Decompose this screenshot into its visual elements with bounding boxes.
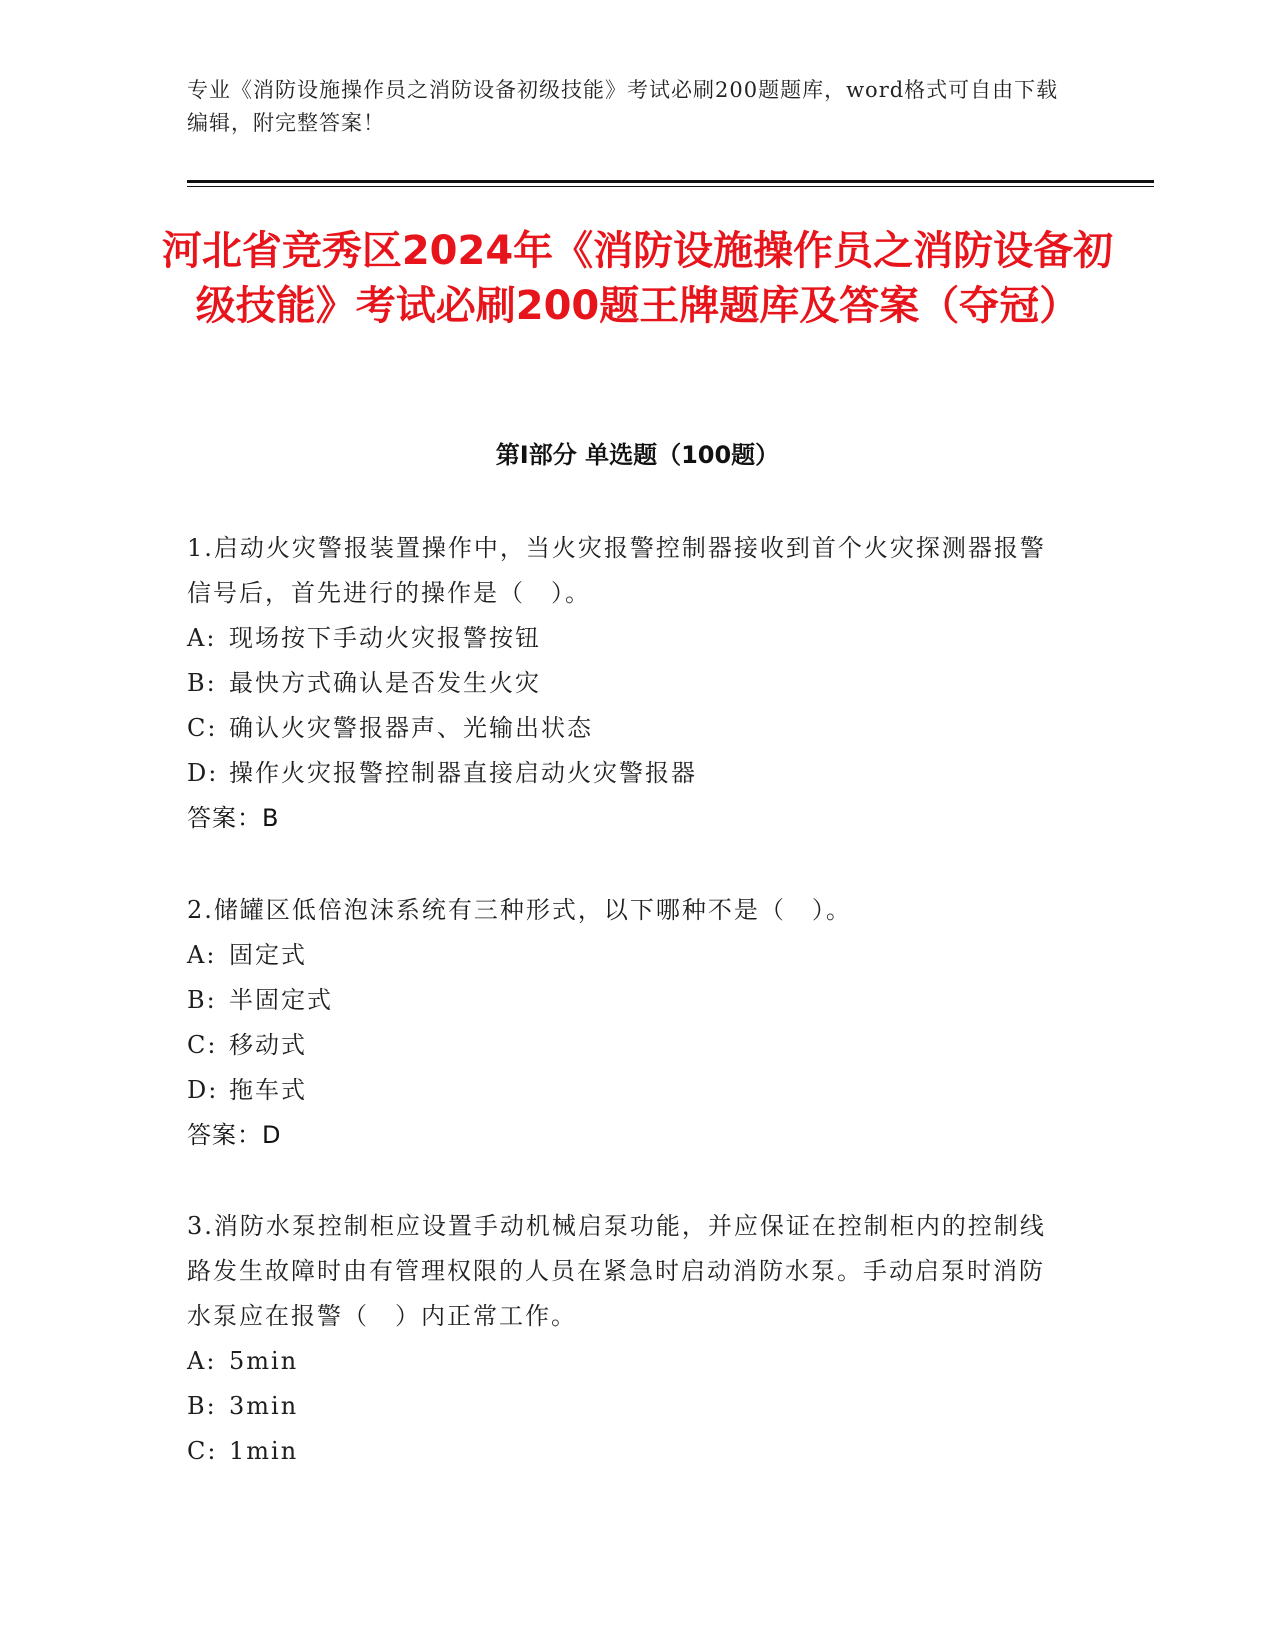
answer-line: 答案：D	[187, 1121, 282, 1149]
option-d	[187, 751, 1067, 796]
option-text: 3min	[229, 1392, 299, 1420]
option-text: 5min	[229, 1347, 299, 1375]
option-letter: B:	[187, 1392, 217, 1420]
option-letter: C:	[187, 714, 218, 742]
option-b	[187, 1384, 1067, 1429]
option-letter: D:	[187, 759, 219, 787]
option-letter: B:	[187, 986, 217, 1014]
answer-line: 答案：B	[187, 804, 280, 832]
question-3	[187, 1204, 1067, 1474]
option-c	[187, 1023, 1067, 1068]
option-letter: A:	[187, 624, 217, 652]
option-text: 拖车式	[229, 1076, 307, 1104]
header-rule-thick	[187, 180, 1154, 183]
option-letter: A:	[187, 941, 217, 969]
option-letter: C:	[187, 1031, 218, 1059]
option-b	[187, 661, 1067, 706]
question-stem: 3.消防水泵控制柜应设置手动机械启泵功能，并应保证在控制柜内的控制线路发生故障时由有管理权限的人员在紧急时启动消防水泵。手动启泵时消防水泵应在报警（ ）内正常工作。	[187, 1212, 1046, 1330]
question-stem: 2.储罐区低倍泡沫系统有三种形式，以下哪种不是（ ）。	[187, 896, 852, 924]
option-letter: D:	[187, 1076, 219, 1104]
option-a	[187, 933, 1067, 978]
option-c	[187, 706, 1067, 751]
header-rule-thin	[187, 186, 1154, 187]
header-note: 专业《消防设施操作员之消防设备初级技能》考试必刷200题题库，word格式可自由下载编辑，附完整答案！	[187, 78, 1059, 135]
question-2	[187, 888, 1067, 1158]
option-letter: C:	[187, 1437, 218, 1465]
option-a	[187, 1339, 1067, 1384]
document-title: 河北省竞秀区2024年《消防设施操作员之消防设备初级技能》考试必刷200题王牌题库及答案（夺冠）	[161, 228, 1114, 329]
section-heading: 第I部分 单选题（100题）	[495, 441, 780, 469]
option-text: 操作火灾报警控制器直接启动火灾警报器	[229, 759, 697, 787]
option-text: 移动式	[229, 1031, 307, 1059]
option-b	[187, 978, 1067, 1023]
option-c	[187, 1429, 1067, 1474]
option-text: 固定式	[229, 941, 307, 969]
option-text: 最快方式确认是否发生火灾	[229, 669, 541, 697]
question-1	[187, 526, 1067, 841]
question-stem: 1.启动火灾警报装置操作中，当火灾报警控制器接收到首个火灾探测器报警信号后，首先进行的操作是（ ）。	[187, 534, 1046, 607]
option-letter: A:	[187, 1347, 217, 1375]
option-d	[187, 1068, 1067, 1113]
option-text: 1min	[229, 1437, 299, 1465]
option-text: 确认火灾警报器声、光输出状态	[229, 714, 593, 742]
option-text: 半固定式	[229, 986, 333, 1014]
option-text: 现场按下手动火灾报警按钮	[229, 624, 541, 652]
option-a	[187, 616, 1067, 661]
option-letter: B:	[187, 669, 217, 697]
